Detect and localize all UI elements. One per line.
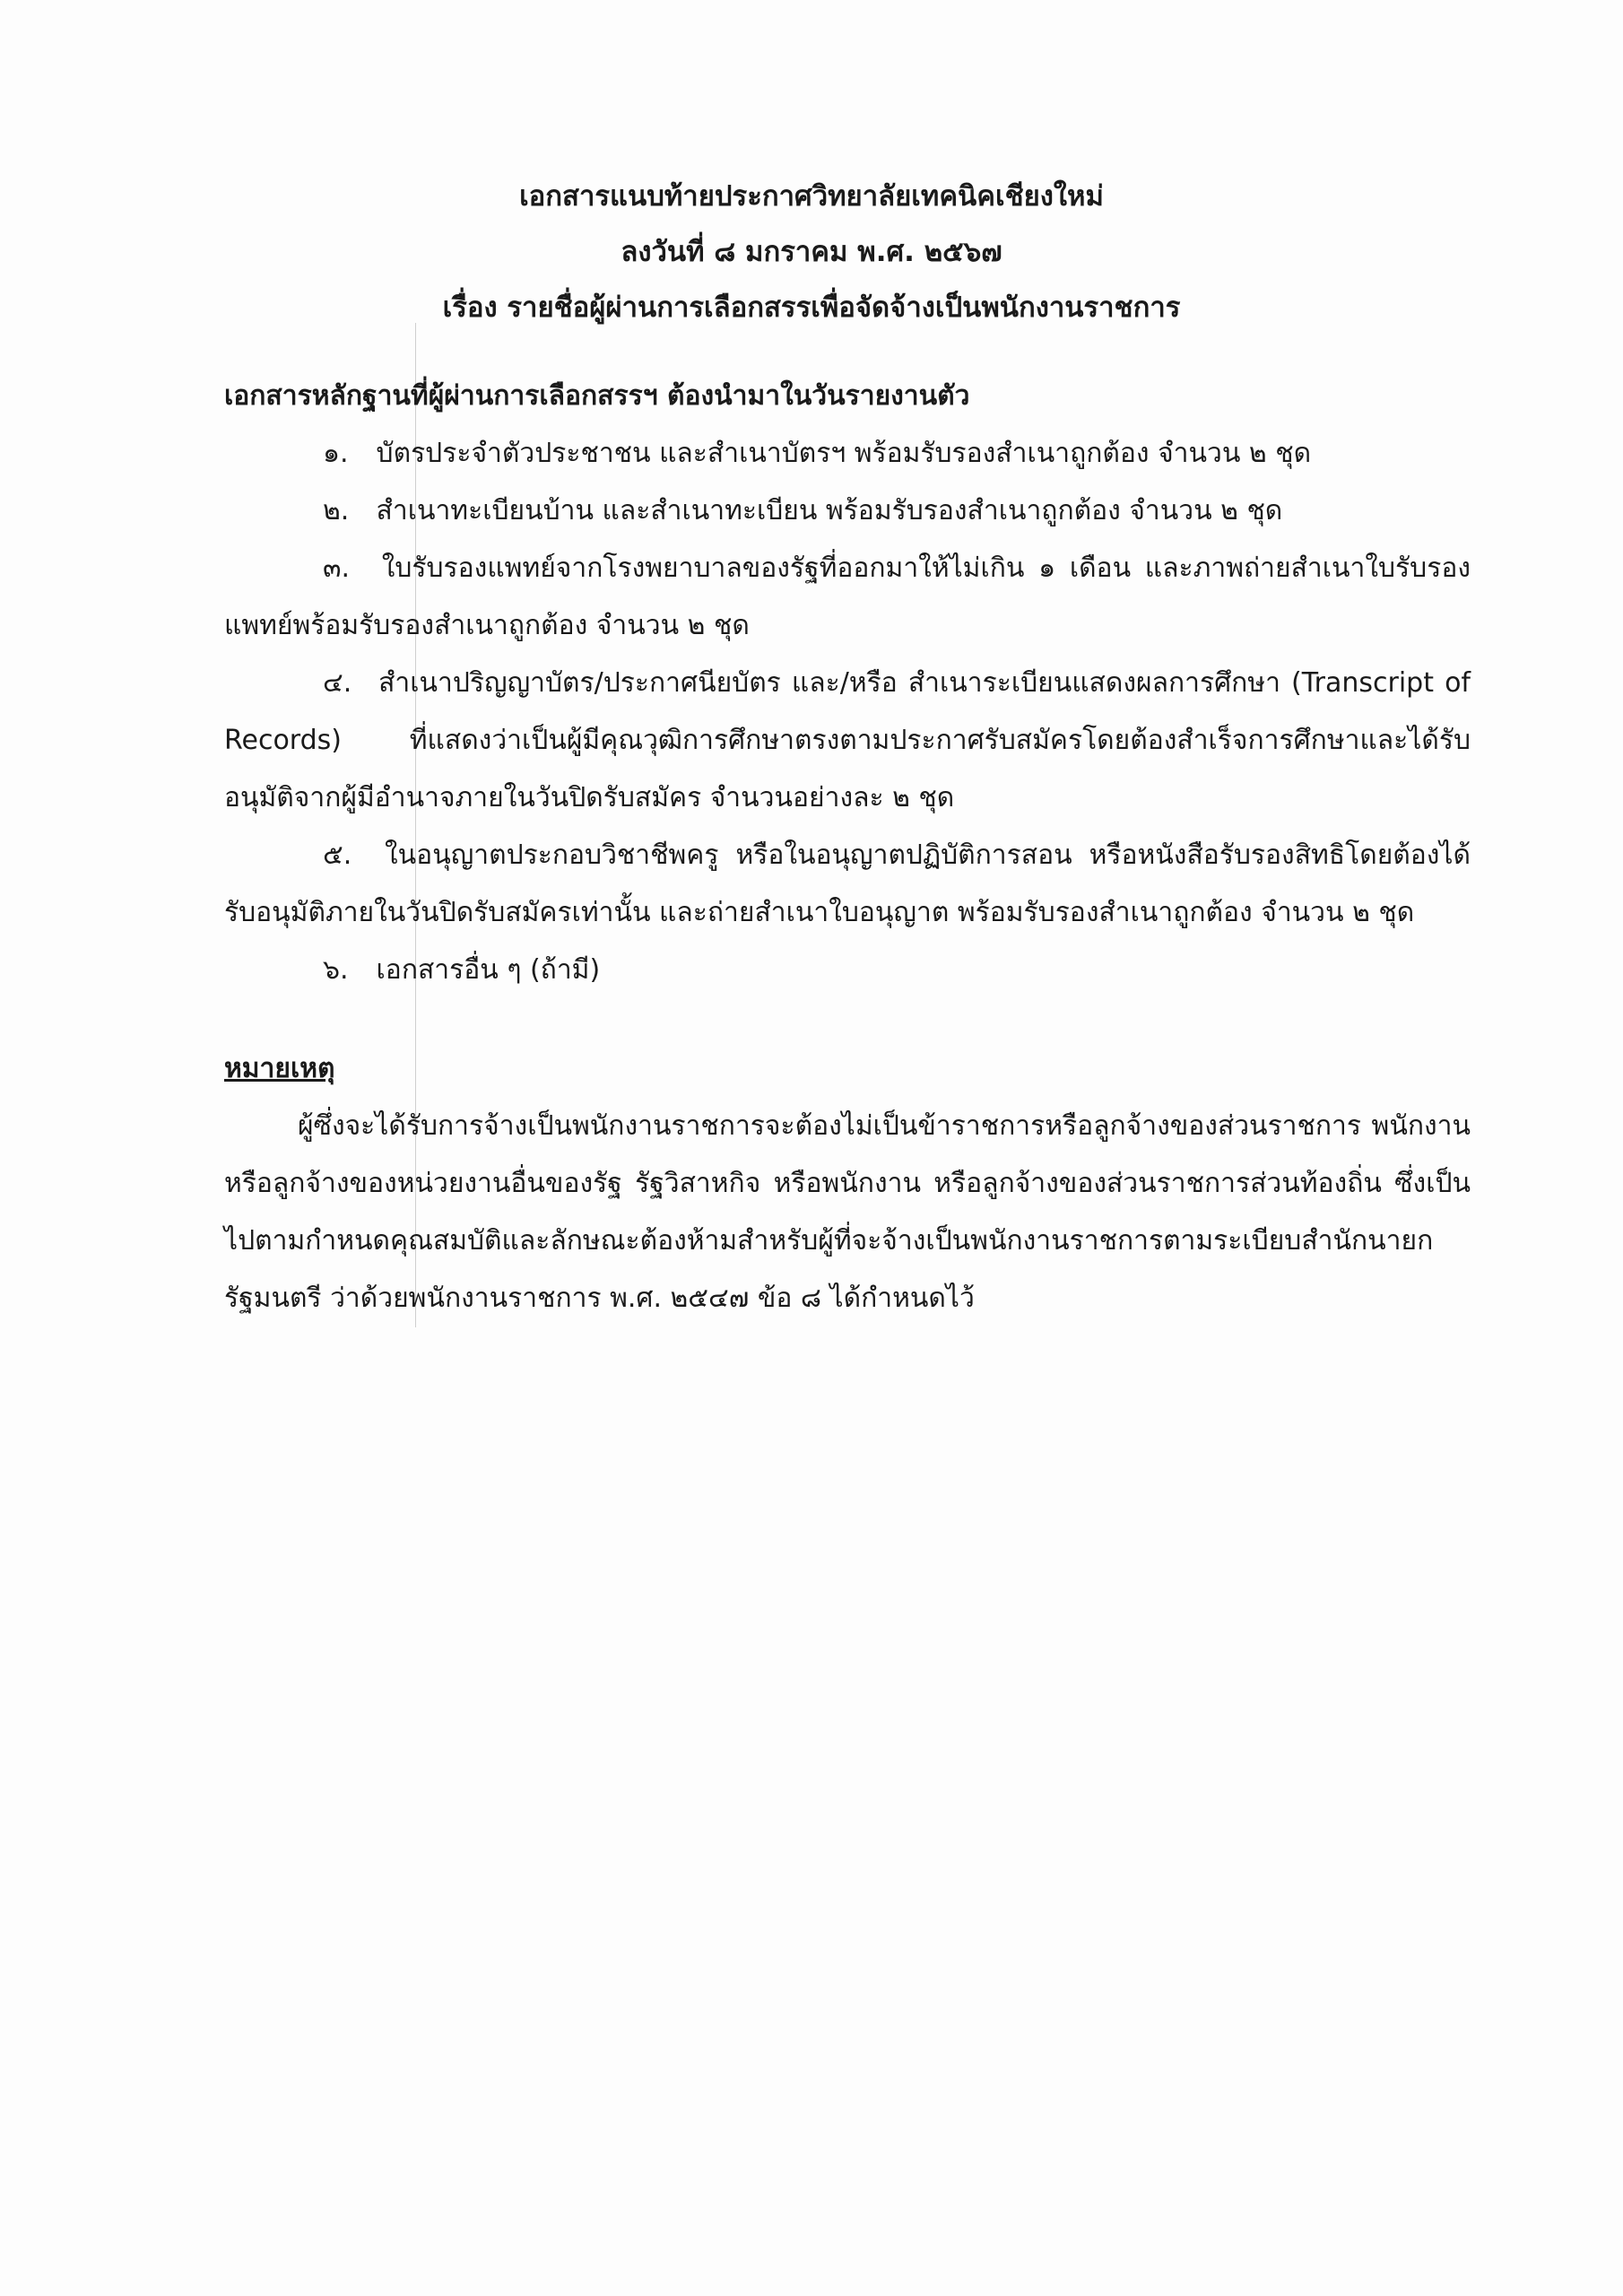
item-number: ๑. — [323, 438, 349, 469]
item-text: ใบรับรองแพทย์จากโรงพยาบาลของรัฐที่ออกมาให้ไม่เกิน ๑ เดือน และภาพถ่ายสำเนาใบรับรองแพทย์พร้อมรับรองสำเนาถูกต้อง จำนวน ๒ ชุด — [224, 552, 1471, 641]
item-text: สำเนาทะเบียนบ้าน และสำเนาทะเบียน พร้อมรับรองสำเนาถูกต้อง จำนวน ๒ ชุด — [376, 495, 1283, 526]
header-date: ลงวันที่ ๘ มกราคม พ.ศ. ๒๕๖๗ — [621, 236, 1002, 268]
item-number: ๓. — [323, 552, 351, 584]
list-item — [224, 540, 1471, 655]
list-item — [224, 425, 1471, 483]
list-item — [224, 483, 1471, 540]
item-text: บัตรประจำตัวประชาชน และสำเนาบัตรฯ พร้อมรับรองสำเนาถูกต้อง จำนวน ๒ ชุด — [376, 438, 1312, 469]
header-subject: เรื่อง รายชื่อผู้ผ่านการเลือกสรรเพื่อจัดจ้างเป็นพนักงานราชการ — [442, 291, 1181, 324]
note-section — [224, 1040, 1471, 1327]
section-title: เอกสารหลักฐานที่ผู้ผ่านการเลือกสรรฯ ต้องนำมาในวันรายงานตัว — [224, 380, 970, 412]
item-number: ๔. — [323, 667, 352, 699]
item-number: ๖. — [323, 954, 349, 986]
item-text: สำเนาปริญญาบัตร/ประกาศนียบัตร และ/หรือ สำเนาระเบียนแสดงผลการศึกษา (Transcript of Records) ที่แสดงว่าเป็นผู้มีคุณวุฒิการศึกษาตรงตามประกาศรับสมัครโดยต้องสำเร็จการศึกษาและได้รับอนุมัติจากผู้มีอำนาจภายในวันปิดรับสมัคร จำนวนอย่างละ ๒ ชุด — [224, 667, 1471, 813]
required-documents-section — [224, 368, 1471, 999]
note-text: ผู้ซึ่งจะได้รับการจ้างเป็นพนักงานราชการจะต้องไม่เป็นข้าราชการหรือลูกจ้างของส่วนราชการ พนักงาน หรือลูกจ้างของหน่วยงานอื่นของรัฐ รัฐวิสาหกิจ หรือพนักงาน หรือลูกจ้างของส่วนราชการส่วนท้องถิ่น ซึ่งเป็นไปตามกำหนดคุณสมบัติและลักษณะต้องห้ามสำหรับผู้ที่จะจ้างเป็นพนักงานราชการตามระเบียบสำนักนายกรัฐมนตรี ว่าด้วยพนักงานราชการ พ.ศ. ๒๕๔๗ ข้อ ๘ ได้กำหนดไว้ — [224, 1110, 1471, 1314]
item-text: เอกสารอื่น ๆ (ถ้ามี) — [376, 954, 601, 986]
header-title: เอกสารแนบท้ายประกาศวิทยาลัยเทคนิคเชียงใหม่ — [519, 180, 1104, 213]
item-number: ๒. — [323, 495, 350, 526]
item-text: ในอนุญาตประกอบวิชาชีพครู หรือในอนุญาตปฏิบัติการสอน หรือหนังสือรับรองสิทธิโดยต้องได้รับอนุมัติภายในวันปิดรับสมัครเท่านั้น และถ่ายสำเนาใบอนุญาต พร้อมรับรองสำเนาถูกต้อง จำนวน ๒ ชุด — [224, 839, 1471, 928]
list-item — [224, 942, 1471, 999]
note-title: หมายเหตุ — [224, 1053, 335, 1084]
list-item — [224, 655, 1471, 827]
list-item — [224, 827, 1471, 942]
document-header — [0, 169, 1623, 335]
item-number: ๕. — [323, 839, 352, 871]
